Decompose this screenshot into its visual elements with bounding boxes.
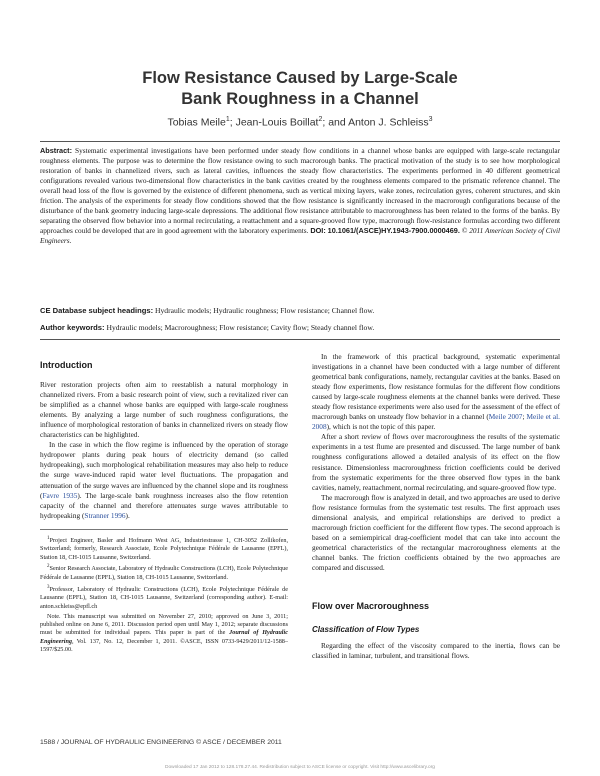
body-p1-end: ), which is not the topic of this paper.: [326, 422, 436, 432]
footnote-2-text: Senior Research Associate, Laboratory of Hydraulic Constructions (LCH), Ecole Polytechnique Fédérale de Lausanne (EPFL), Station 18, CH-1015 Lausanne, Switzerland.: [40, 565, 288, 581]
footnotes: [40, 529, 288, 655]
abstract-label: Abstract:: [40, 146, 73, 155]
note-text-a: Note. This manuscript was submitted on November 27, 2010; approved on June 3, 2011; published online on June 6, 2011. Discussion period open until May 1, 2012; separate discussions must be submitted for individual papers. This paper is part of the: [40, 612, 288, 637]
ce-headings-text: Hydraulic models; Hydraulic roughness; Flow resistance; Channel flow.: [155, 306, 375, 315]
left-column: [40, 352, 288, 656]
footnote-2-mark: 2: [47, 564, 50, 570]
author-keywords-label: Author keywords:: [40, 323, 105, 332]
footnote-2: [40, 563, 288, 582]
body-paragraph-3: The macrorough flow is analyzed in detail, and two approaches are used to derive flow resistance formulas from the systematic test results. The first approach uses dimensional analysis, and empirical relationships are derived to predict a macrorough friction coefficient for the different flow types. The second approach is based on a semiempirical drag-coefficient model that can take into account the geometrical characteristics of the rectangular macroroughness elements at the channel banks. The friction coefficients obtained by the two approaches are compared and discussed.: [312, 492, 560, 572]
author-keywords-text: Hydraulic models; Macroroughness; Flow resistance; Cavity flow; Steady channel flow.: [106, 323, 375, 332]
intro-paragraph-1: River restoration projects often aim to reestablish a natural morphology in channelized rivers. From a basic research point of view, such a revitalized river can be simplified as a channel whose banks are equipped with large-scale roughness elements. By analyzing a large number of such roughness configurations, the influence of morphological restoration of banks in channelized rivers on steady flow characteristics can be highlighted.: [40, 380, 288, 440]
author-1: Tobias Meile: [167, 116, 226, 129]
citation-meile-2008[interactable]: Meile et al. 2008: [312, 412, 560, 432]
section-divider: [40, 339, 560, 340]
author-2-affil: 2: [318, 116, 323, 123]
ce-subject-headings: [40, 306, 560, 316]
body-paragraph-4: Regarding the effect of the viscosity compared to the inertia, flows can be classified in laminar, turbulent, and transitional flows.: [312, 641, 560, 661]
body-paragraph-2: After a short review of flows over macroroughness the results of the systematic experiments in a test flume are presented and discussed. The large number of bank roughness configurations allowed a detailed analysis of its effect on the flow resistance. Dimensionless macroroughness friction coefficients could be derived from the systematic experiments for the three observed flow types in the bank cavities, namely, reattachment, normal recirculating, and square-grooved flow type.: [312, 432, 560, 492]
page-footer: 1588 / JOURNAL OF HYDRAULIC ENGINEERING © ASCE / DECEMBER 2011: [40, 739, 282, 746]
body-p1-sep: ;: [522, 412, 527, 422]
footnote-1-mark: 1: [47, 535, 50, 541]
right-column: [312, 352, 560, 661]
intro-p2-text-c: ).: [125, 510, 130, 520]
footnote-1-text: Project Engineer, Basler and Hofmann West AG, Industriestrasse 1, CH-3052 Zollikofen, Switzerland; formerly, Research Associate, Ecole Polytechnique Fédérale de Lausanne (EPFL), Station 18, CH-1015 Lausanne, Switzerland.: [40, 536, 288, 561]
doi-label: DOI:: [310, 226, 326, 236]
intro-p2-text-a: In the case in which the flow regime is influenced by the operation of storage hydropower plants during peak hours of electricity demand (so called hydropeaking), such morphological rehabilitation measures may also help to reduce the surge wave-induced rapid water level fluctuations. The propagation and attenuation of the surge waves are influenced by the channel slope and its roughness (: [40, 440, 288, 500]
footnote-3: [40, 584, 288, 611]
introduction-heading: Introduction: [40, 360, 93, 370]
classification-subheading: Classification of Flow Types: [312, 625, 420, 635]
author-3-affil: 3: [428, 116, 433, 123]
author-keywords: [40, 323, 560, 333]
title-line-1: Flow Resistance Caused by Large-Scale: [142, 69, 458, 87]
copyright-notice: © 2011 American Society of Civil Engineers.: [40, 226, 560, 246]
footnote-1: [40, 535, 288, 562]
citation-meile-2007[interactable]: Meile 2007: [488, 412, 523, 422]
citation-stranner-1996[interactable]: Stranner 1996: [84, 510, 126, 520]
spacer: [312, 573, 560, 601]
abstract-text: Systematic experimental investigations have been performed under steady flow conditions in a channel whose banks are equipped with large-scale rectangular roughness elements. The purpose was to determine the flow resistance owing to such macrorough banks. The practical motivation of the study is to see how morphological restoration of banks in channelized rivers, such as lateral cavities, influences the steady flow characteristics. The experiments performed in 40 different geometrical configurations revealed various two-dimensional flow characteristics in the bank cavities created by the roughness elements compared to the prismatic reference channel. The overall head loss of the flow is governed by the existence of different phenomena, such as vertical mixing layers, wake zones, recirculation gyres, coherent structures, and skin friction. The analysis of the experiments for steady flow conditions showed that the flow resistance is significantly increased in the macrorough configurations because of the disturbance of the bank geometry inducing large-scale depressions. The additional flow resistance attributable to macroroughness has been related to the forms of the banks. By separating the observed flow behavior into a normal recirculating, a reattachment and a square-grooved flow type, macrorough flow-resistance formulas according two different approaches could be developed that are in good agreement with the laboratory experiments.: [40, 146, 561, 236]
note-text-b: , Vol. 137, No. 12, December 1, 2011. ©ASCE, ISSN 0733-9429/2011/12-1588–1597/$25.00.: [40, 637, 288, 654]
author-separator: ; and: [322, 116, 349, 129]
abstract: [40, 141, 560, 246]
author-1-affil: 1: [225, 116, 230, 123]
paper-title: [60, 68, 540, 110]
footnote-3-text: Professor, Laboratory of Hydraulic Constructions (LCH), Ecole Polytechnique Fédérale de Lausanne (EPFL), Station 18, CH-1015 Lausanne, Switzerland (corresponding author). E-mail: anton.schleiss@epfl.ch: [40, 585, 288, 610]
download-notice: Downloaded 17 Jan 2012 to 128.178.27.44. Redistribution subject to ASCE license or copyright. Visit http://www.ascelibrary.org: [165, 765, 435, 770]
footnote-3-mark: 3: [47, 584, 50, 590]
author-2: Jean-Louis Boillat: [235, 116, 319, 129]
author-list: [40, 116, 560, 129]
author-3: Anton J. Schleiss: [348, 116, 429, 129]
author-separator: ;: [229, 116, 236, 129]
intro-p2-text-b: ). The large-scale bank roughness increases also the flow retention capacity of the channel and therefore attenuates surge waves attributable to hydropeaking (: [40, 490, 288, 520]
intro-paragraph-2: [40, 440, 288, 520]
body-paragraph-1: [312, 352, 560, 432]
title-line-2: Bank Roughness in a Channel: [181, 90, 419, 108]
body-p1-text: In the framework of this practical background, systematic experimental investigations in a channel have been conducted with a large number of different geometrical bank configurations, namely, rectangular cavities at the banks. Based on steady flow experiments, flow resistance formulas for the different flow conditions caused by large-scale roughness elements at the channel banks were derived. These steady flow resistance experiments were also used for the assessment of the effect of macrorough banks on unsteady flow behavior in a channel (: [312, 352, 560, 422]
note-journal-name: Journal of Hydraulic Engineering: [40, 629, 288, 645]
ce-headings-label: CE Database subject headings:: [40, 306, 154, 315]
submission-note: [40, 613, 288, 655]
citation-favre-1935[interactable]: Favre 1935: [42, 490, 78, 500]
doi-link[interactable]: 10.1061/(ASCE)HY.1943-7900.0000469.: [327, 226, 460, 236]
flow-over-macroroughness-heading: Flow over Macroroughness: [312, 601, 430, 612]
